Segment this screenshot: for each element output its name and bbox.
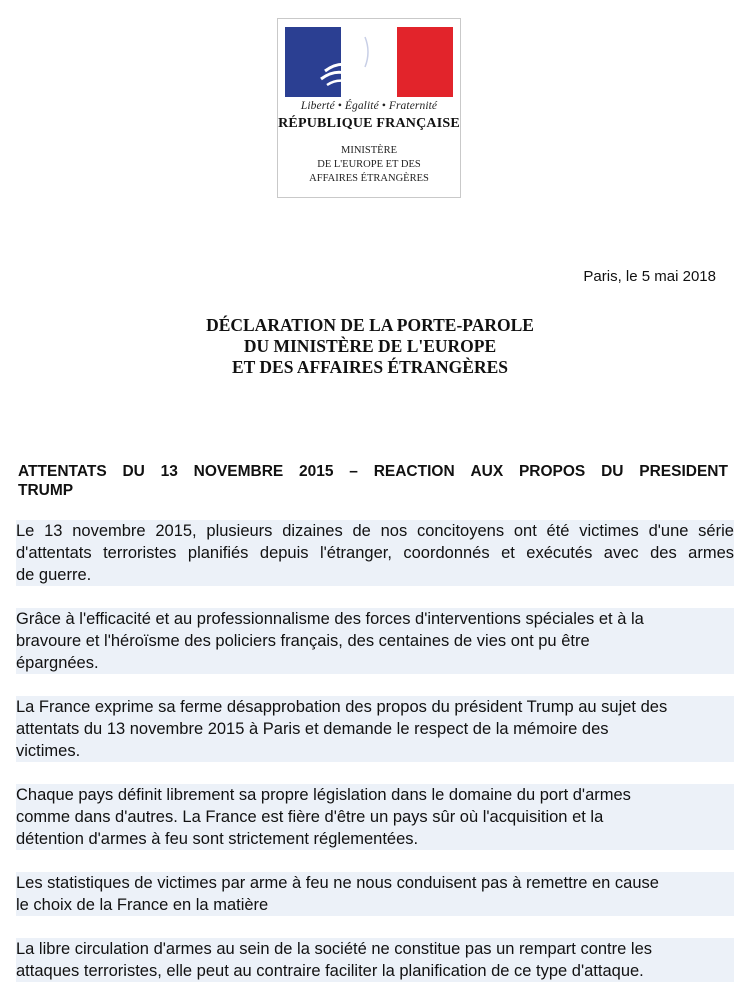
paragraph-line: épargnées. bbox=[16, 654, 99, 672]
heading-line: TRUMP bbox=[18, 482, 74, 499]
ministry-name-line: AFFAIRES ÉTRANGÈRES bbox=[309, 173, 429, 184]
heading-line: ATTENTATS DU 13 NOVEMBRE 2015 – REACTION AUX PROPOS DU PRESIDENT bbox=[18, 463, 728, 480]
ministry-name-line: MINISTÈRE bbox=[341, 145, 397, 156]
paragraph-line: attentats du 13 novembre 2015 à Paris et demande le respect de la mémoire des bbox=[16, 720, 609, 738]
paragraph-line: victimes. bbox=[16, 742, 81, 760]
ministry-name-line: DE L'EUROPE ET DES bbox=[317, 159, 421, 170]
paragraph bbox=[16, 784, 734, 850]
paragraph-line: de guerre. bbox=[16, 566, 92, 584]
paragraph-line: Les statistiques de victimes par arme à feu ne nous conduisent pas à remettre en cause bbox=[16, 874, 659, 892]
paragraph-line: Chaque pays définit librement sa propre législation dans le domaine du port d'armes bbox=[16, 786, 631, 804]
paragraph-line: le choix de la France en la matière bbox=[16, 896, 269, 914]
ministry-logo bbox=[277, 18, 461, 198]
declaration-title bbox=[0, 315, 740, 378]
paragraph-line: attaques terroristes, elle peut au contraire faciliter la planification de ce type d'attaque. bbox=[16, 962, 644, 980]
paragraph bbox=[16, 938, 734, 982]
paragraph-line: d'attentats terroristes planifiés depuis l'étranger, coordonnés et exécutés avec des armes bbox=[16, 544, 734, 562]
paragraph bbox=[16, 608, 734, 674]
document-date: Paris, le 5 mai 2018 bbox=[583, 268, 716, 285]
paragraph-line: La France exprime sa ferme désapprobation des propos du président Trump au sujet des bbox=[16, 698, 668, 716]
title-line: DÉCLARATION DE LA PORTE-PAROLE bbox=[206, 315, 534, 335]
paragraph-line: comme dans d'autres. La France est fière d'être un pays sûr où l'acquisition et la bbox=[16, 808, 604, 826]
paragraph-line: La libre circulation d'armes au sein de la société ne constitue pas un rempart contre les bbox=[16, 940, 652, 958]
republique-francaise-text: RÉPUBLIQUE FRANÇAISE bbox=[278, 116, 460, 131]
paragraph bbox=[16, 696, 734, 762]
title-line: ET DES AFFAIRES ÉTRANGÈRES bbox=[231, 357, 509, 377]
paragraph-line: détention d'armes à feu sont strictement réglementées. bbox=[16, 830, 419, 848]
paragraph bbox=[16, 520, 734, 586]
statement-heading bbox=[18, 462, 728, 500]
paragraph-line: Grâce à l'efficacité et au professionnalisme des forces d'interventions spéciales et à la bbox=[16, 610, 644, 628]
marianne-flag-icon bbox=[285, 27, 453, 97]
paragraph-line: Le 13 novembre 2015, plusieurs dizaines de nos concitoyens ont été victimes d'une série bbox=[16, 522, 734, 540]
paragraph bbox=[16, 872, 734, 916]
title-line: DU MINISTÈRE DE L'EUROPE bbox=[243, 336, 497, 356]
ministry-name bbox=[278, 144, 460, 186]
paragraph-line: bravoure et l'héroïsme des policiers français, des centaines de vies ont pu être bbox=[16, 632, 590, 650]
motto-text: Liberté • Égalité • Fraternité bbox=[300, 100, 438, 112]
